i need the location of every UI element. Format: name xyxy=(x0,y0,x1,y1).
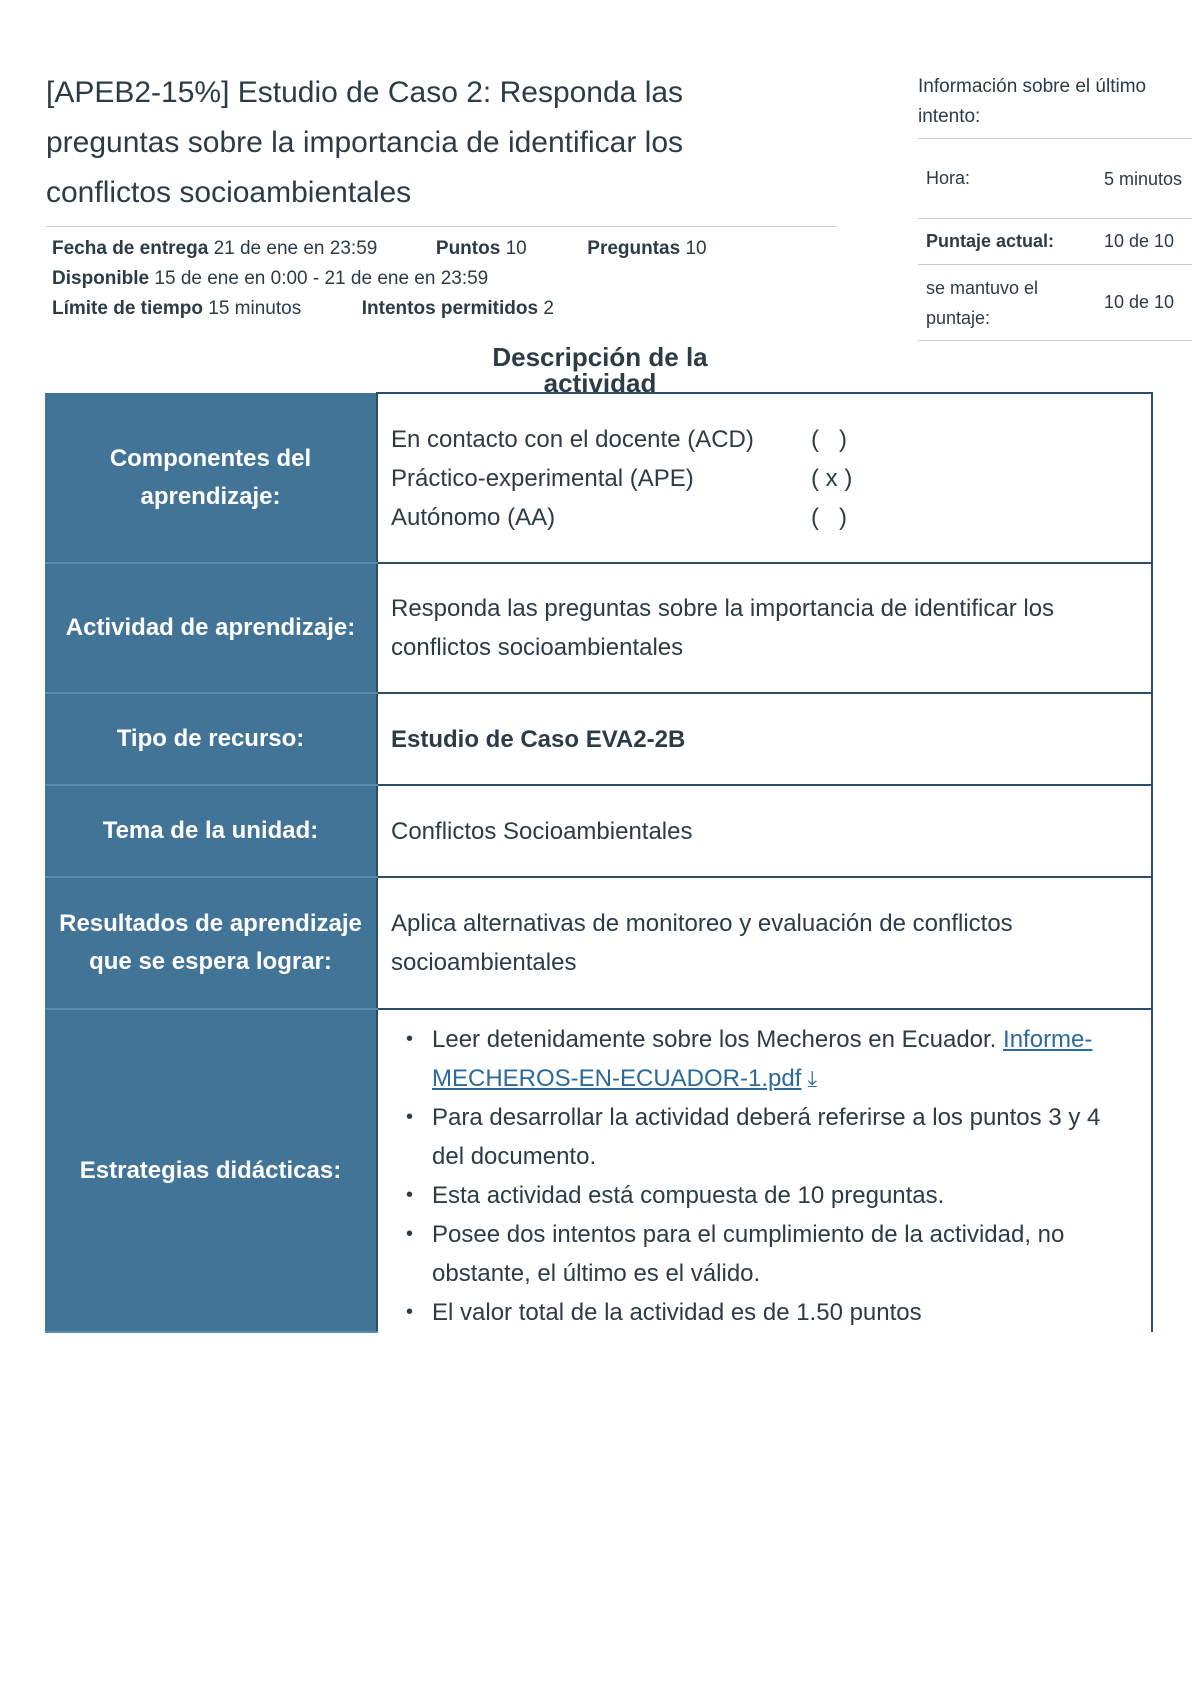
time-limit-value: 15 minutos xyxy=(208,298,302,319)
table-row xyxy=(45,563,1152,693)
list-item: • El valor total de la actividad es de 1.50 puntos xyxy=(406,1293,1139,1332)
strategies-list xyxy=(391,1020,1139,1332)
meta-row-due xyxy=(52,238,707,260)
time-limit-label: Límite de tiempo xyxy=(52,298,203,319)
last-attempt-kept-row xyxy=(918,265,1192,341)
meta-row-available xyxy=(52,268,488,290)
kept-value: 10 de 10 xyxy=(1104,292,1175,312)
strategies-cell xyxy=(377,1009,1152,1332)
components-label: Componentes del aprendizaje: xyxy=(45,393,377,563)
activity-description-table xyxy=(45,392,1153,1333)
questions-label: Preguntas xyxy=(587,238,681,259)
last-attempt-panel xyxy=(918,72,1192,341)
last-attempt-heading: Información sobre el último intento: xyxy=(918,72,1192,139)
attempts-label: Intentos permitidos xyxy=(361,298,539,319)
points-value: 10 xyxy=(505,238,527,259)
table-row xyxy=(45,785,1152,877)
component-aa: Autónomo (AA) ( ) xyxy=(391,503,847,531)
section-heading-cut xyxy=(440,342,760,398)
questions-value: 10 xyxy=(685,238,707,259)
list-item: • Leer detenidamente sobre los Mecheros en Ecuador. Informe-MECHEROS-EN-ECUADOR-1.pdf ⤓ xyxy=(406,1020,1139,1098)
resource-value: Estudio de Caso EVA2-2B xyxy=(377,693,1152,785)
available-label: Disponible xyxy=(52,268,150,289)
last-attempt-score-row xyxy=(918,219,1192,265)
activity-value: Responda las preguntas sobre la importancia de identificar los conflictos socioambientales xyxy=(377,563,1152,693)
table-row xyxy=(45,693,1152,785)
pdf-link[interactable]: Informe-MECHEROS-EN-ECUADOR-1.pdf xyxy=(432,1026,1093,1092)
time-label: Hora: xyxy=(926,168,971,188)
available-value: 15 de ene en 0:00 - 21 de ene en 23:59 xyxy=(154,268,489,289)
results-label: Resultados de aprendizaje que se espera lograr: xyxy=(45,877,377,1009)
list-item: • Esta actividad está compuesta de 10 preguntas. xyxy=(406,1176,1139,1215)
activity-label: Actividad de aprendizaje: xyxy=(45,563,377,693)
list-item: • Para desarrollar la actividad deberá referirse a los puntos 3 y 4 del documento. xyxy=(406,1098,1139,1176)
title-divider xyxy=(46,226,836,227)
meta-row-limits xyxy=(52,298,554,320)
resource-label: Tipo de recurso: xyxy=(45,693,377,785)
due-label: Fecha de entrega xyxy=(52,238,209,259)
score-label: Puntaje actual: xyxy=(926,231,1055,251)
points-label: Puntos xyxy=(435,238,501,259)
component-ape: Práctico-experimental (APE) ( x ) xyxy=(391,464,853,492)
last-attempt-time-row xyxy=(918,139,1192,219)
topic-value: Conflictos Socioambientales xyxy=(377,785,1152,877)
kept-label: se mantuvo el puntaje: xyxy=(926,277,1039,328)
due-value: 21 de ene en 23:59 xyxy=(213,238,378,259)
score-value: 10 de 10 xyxy=(1104,231,1175,251)
results-value: Aplica alternativas de monitoreo y evaluación de conflictos socioambientales xyxy=(377,877,1152,1009)
section-heading: Descripción de la actividad xyxy=(492,342,708,398)
page-title: [APEB2-15%] Estudio de Caso 2: Responda las preguntas sobre la importancia de identificar los conflictos socioambientales xyxy=(46,76,684,209)
download-icon[interactable]: ⤓ xyxy=(807,1066,818,1091)
table-row xyxy=(45,1009,1152,1332)
list-item: • Posee dos intentos para el cumplimiento de la actividad, no obstante, el último es el válido. xyxy=(406,1215,1139,1293)
topic-label: Tema de la unidad: xyxy=(45,785,377,877)
component-acd: En contacto con el docente (ACD) ( ) xyxy=(391,425,847,453)
components-cell xyxy=(377,393,1152,563)
time-value: 5 minutos xyxy=(1104,168,1183,189)
strategies-label: Estrategias didácticas: xyxy=(45,1009,377,1332)
attempts-value: 2 xyxy=(543,298,554,319)
table-row xyxy=(45,877,1152,1009)
table-row xyxy=(45,393,1152,563)
